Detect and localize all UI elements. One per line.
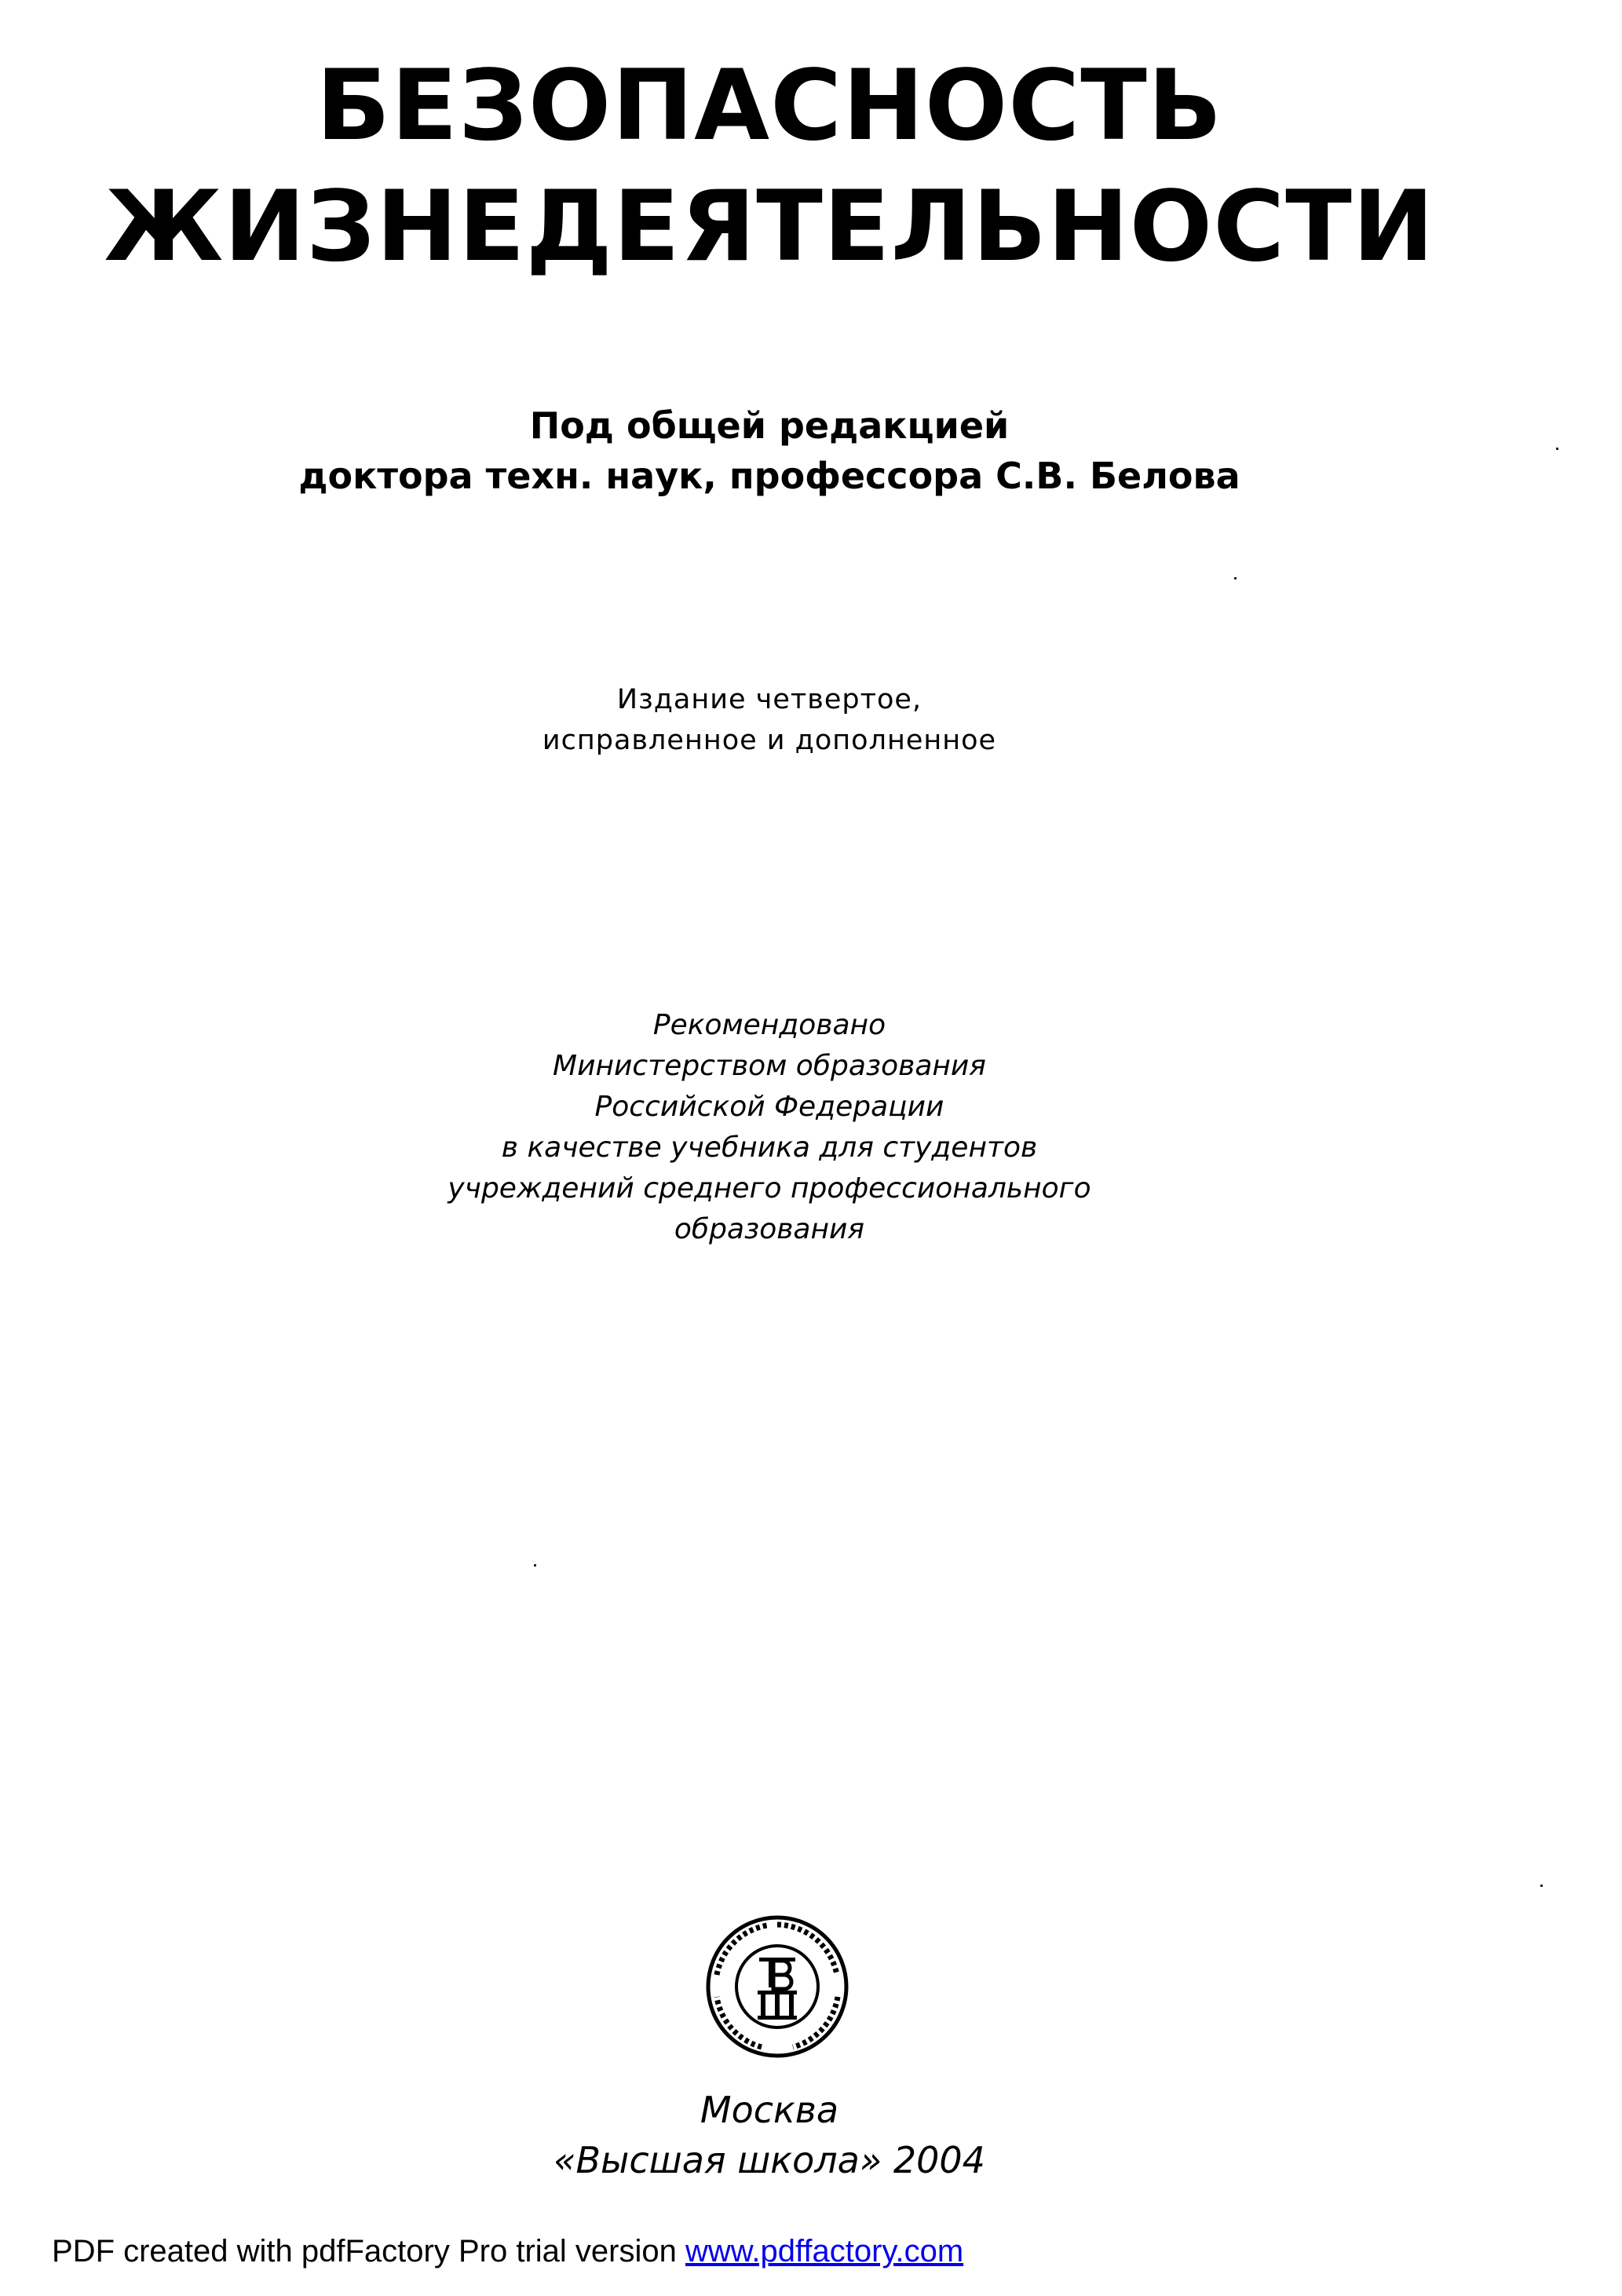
edition-note (0, 679, 1539, 761)
scan-speck (534, 1564, 536, 1567)
scan-speck (1540, 1885, 1543, 1887)
editor-credit (0, 400, 1539, 501)
scan-speck (1234, 577, 1237, 579)
publisher-emblem-icon (703, 1912, 852, 2061)
recommendation-line: Министерством образования (553, 1050, 986, 1082)
imprint-publisher-year: «Высшая школа» 2004 (553, 2139, 985, 2181)
recommendation-line: учреждений среднего профессионального (448, 1172, 1091, 1205)
book-title-line-1: БЕЗОПАСНОСТЬ (316, 49, 1223, 163)
ministry-recommendation (0, 1005, 1539, 1250)
editor-credit-line-1: Под общей редакцией (529, 404, 1010, 447)
recommendation-line: Российской Федерации (594, 1091, 944, 1123)
edition-note-line-2: исправленное и дополненное (542, 725, 997, 756)
edition-note-line-1: Издание четвертое, (616, 684, 922, 715)
book-title-line-2: ЖИЗНЕДЕЯТЕЛЬНОСТИ (104, 170, 1435, 283)
editor-credit-line-2: доктора техн. наук, профессора С.В. Белова (298, 455, 1240, 497)
scan-speck (1556, 448, 1558, 450)
recommendation-line: в качестве учебника для студентов (501, 1132, 1038, 1164)
imprint-city: Москва (700, 2089, 839, 2131)
pdf-footer (52, 2232, 963, 2271)
pdf-footer-text: PDF created with pdfFactory Pro trial version (52, 2234, 685, 2269)
pdffactory-link[interactable]: www.pdffactory.com (685, 2234, 964, 2269)
recommendation-line: Рекомендовано (652, 1009, 886, 1041)
recommendation-line: образования (674, 1213, 865, 1245)
imprint (0, 2085, 1539, 2185)
